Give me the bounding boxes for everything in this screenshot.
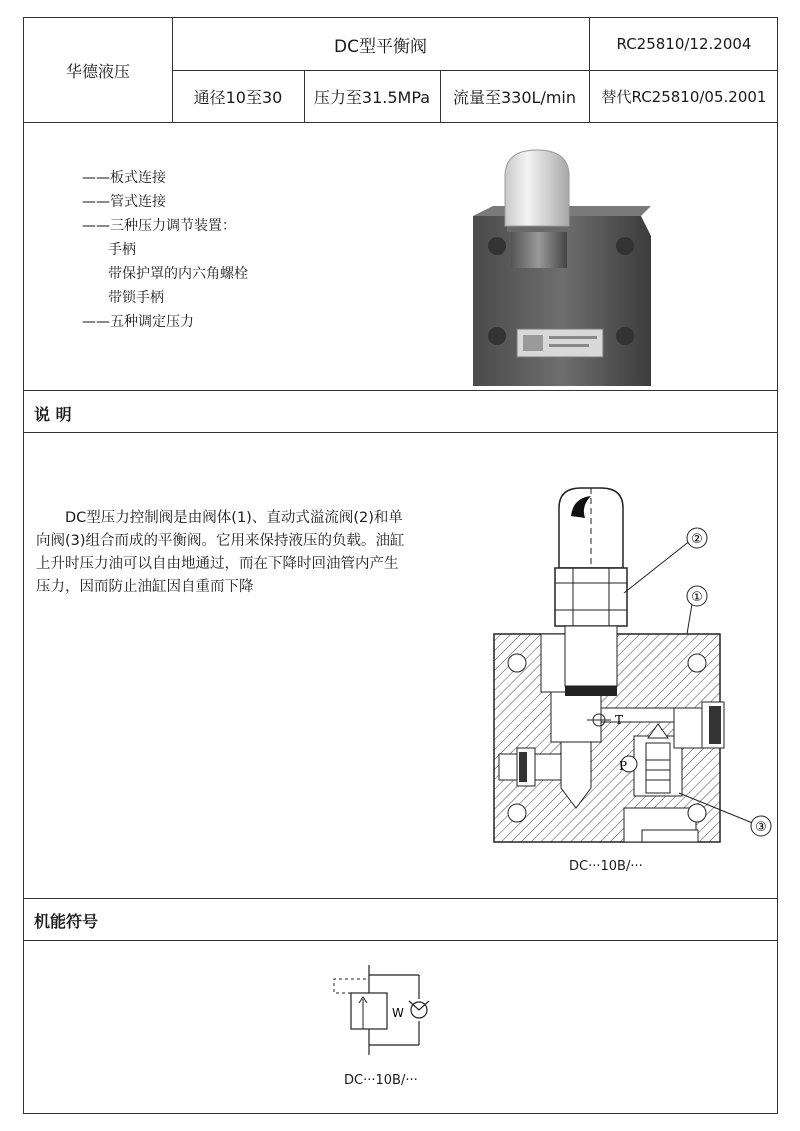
hydraulic-symbol xyxy=(324,955,454,1065)
section-title-symbol: 机能符号 xyxy=(34,912,99,931)
port-label-t: T xyxy=(615,713,624,727)
feature-item: ——三种压力调节装置： xyxy=(82,218,236,234)
spec-bore: 通径10至30 xyxy=(193,87,283,107)
company-name: 华德液压 xyxy=(65,61,130,81)
doc-code: RC25810/12.2004 xyxy=(616,35,752,53)
datasheet-frame xyxy=(23,17,778,1114)
spring-label: W xyxy=(392,1006,404,1020)
feature-list xyxy=(82,166,248,334)
section-line xyxy=(24,940,777,941)
product-title: DC型平衡阀 xyxy=(334,36,427,57)
callout-2: ② xyxy=(691,532,703,547)
description-text: DC型压力控制阀是由阀体(1)、直动式溢流阀(2)和单向阀(3)组合而成的平衡阀。它用来保持液压的负载。油缸上升时压力油可以自由地通过，而在下降时回油管内产生压力，因而防止油缸因自重而下降 xyxy=(36,510,405,595)
port-label-p: P xyxy=(619,759,628,773)
spec-flow: 流量至330L/min xyxy=(452,87,577,107)
section-line xyxy=(24,432,777,433)
section-line xyxy=(24,898,777,899)
section-line xyxy=(24,390,777,391)
feature-subitem: 带锁手柄 xyxy=(108,290,164,306)
feature-subitem: 手柄 xyxy=(108,242,136,258)
symbol-caption: DC···10B/··· xyxy=(344,1073,418,1088)
spec-replaces: 替代RC25810/05.2001 xyxy=(601,87,767,106)
callout-3: ③ xyxy=(755,820,767,835)
header-bottom-line xyxy=(24,122,777,123)
drawing-caption: DC···10B/··· xyxy=(569,859,643,874)
feature-item: ——五种调定压力 xyxy=(82,314,194,330)
product-photo xyxy=(429,136,659,388)
spec-pressure: 压力至31.5MPa xyxy=(313,87,431,107)
section-drawing xyxy=(469,458,774,853)
feature-item: ——板式连接 xyxy=(82,170,166,186)
feature-subitem: 带保护罩的内六角螺栓 xyxy=(108,266,248,282)
feature-item: ——管式连接 xyxy=(82,194,166,210)
section-title-description: 说 明 xyxy=(34,405,72,424)
callout-1: ① xyxy=(691,590,703,605)
